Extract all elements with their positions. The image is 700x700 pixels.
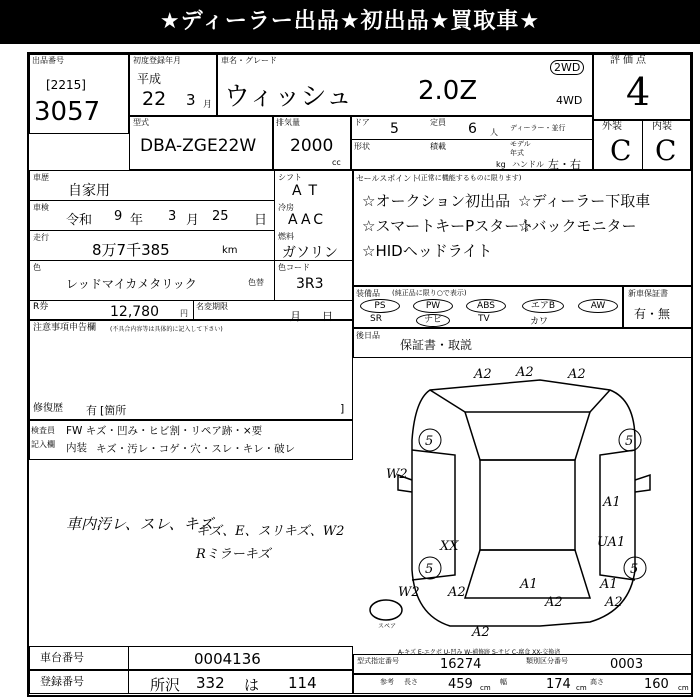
after-label: 後日品 xyxy=(356,331,380,340)
recycle-fee: 12,780 xyxy=(110,304,159,320)
handle-label: ハンドル xyxy=(512,160,544,169)
car-diagram xyxy=(360,360,690,646)
first-reg-month-unit: 月 xyxy=(203,100,213,110)
color-change-label: 色替 xyxy=(248,278,264,287)
car-side-left xyxy=(412,450,455,580)
mark-a2-1: A2 xyxy=(474,367,492,382)
plate-class: 332 xyxy=(196,674,225,692)
drive-2wd: 2WD xyxy=(550,60,584,75)
plate-kana: は xyxy=(244,676,260,694)
designation-value: 16274 xyxy=(440,657,482,672)
equip-ps: PS xyxy=(360,299,400,313)
warranty-options: 有・無 xyxy=(634,307,671,321)
sales-label: セールスポイント xyxy=(356,174,420,183)
inspector-row-2: キズ・汚レ・コゲ・穴・スレ・キレ・破レ xyxy=(96,443,296,455)
person-unit: 人 xyxy=(490,128,498,137)
row-line-2 xyxy=(29,230,274,231)
mark-5-2: 5 xyxy=(625,434,634,449)
equip-airbag: エアB xyxy=(522,299,564,313)
score-label: 評価点 xyxy=(610,55,649,66)
equip-tv: TV xyxy=(478,314,490,324)
mark-5-4: 5 xyxy=(630,562,639,577)
height-label: 高さ xyxy=(590,678,604,686)
car-roof xyxy=(480,460,575,550)
color-code-value: 3R3 xyxy=(296,276,324,292)
inspector-row-1: FW キズ・凹み・ヒビ割・リペア跡・×要 xyxy=(66,425,263,437)
details-col-divider xyxy=(274,170,275,300)
car-mirror-right xyxy=(635,475,650,492)
equipment-label: 装備品 xyxy=(356,289,380,298)
car-name: ウィッシュ xyxy=(224,82,352,112)
designation-label: 型式指定番号 xyxy=(357,657,399,665)
shaken-era: 令和 xyxy=(66,213,93,228)
equip-abs: ABS xyxy=(466,299,506,313)
score-value: 4 xyxy=(626,70,651,114)
mileage-label: 走行 xyxy=(33,233,49,242)
mark-a2-rear-3: A2 xyxy=(605,595,623,610)
sales-item-5: ☆HIDヘッドライト xyxy=(362,242,493,260)
repair-value: 有 xyxy=(86,404,97,417)
row-line-1 xyxy=(29,200,274,201)
model-value: DBA-ZGE22W xyxy=(140,136,257,156)
mark-a2-rear-1: A2 xyxy=(448,585,466,600)
notice-label: 注意事項申告欄 xyxy=(33,323,97,333)
car-side-right xyxy=(600,450,635,580)
exterior-label: 外装 xyxy=(602,121,622,132)
grade-divider xyxy=(642,120,643,170)
first-reg-year: 22 xyxy=(142,88,167,110)
deadline-day-word: 日 xyxy=(322,310,333,323)
kg-unit: kg xyxy=(496,160,506,169)
deadline-month-word: 月 xyxy=(290,310,301,323)
lot-label: 出品番号 xyxy=(32,56,64,65)
doors-label: ドア xyxy=(354,118,370,127)
notice-sub: (不具合内容等は具体的に記入して下さい) xyxy=(110,326,223,333)
length-unit: cm xyxy=(480,684,491,692)
row-line-4 xyxy=(29,300,353,301)
shaken-day-unit: 日 xyxy=(254,213,268,228)
mark-a2-rear-4: A2 xyxy=(472,625,490,640)
mark-w2-left: W2 xyxy=(386,467,408,482)
capacity-value: 6 xyxy=(468,121,477,137)
interior-label: 内装 xyxy=(652,121,672,132)
usage-value: 自家用 xyxy=(68,183,110,199)
displacement-label: 排気量 xyxy=(276,118,300,127)
shift-value: AT xyxy=(292,183,326,199)
yen-unit: 円 xyxy=(180,309,188,318)
capacity-label: 定員 xyxy=(430,118,446,127)
spare-label: スペア xyxy=(378,623,397,630)
equip-navi: ナビ xyxy=(416,314,450,327)
lot-number: 3057 xyxy=(34,97,101,127)
chassis-label: 車台番号 xyxy=(40,651,84,664)
ac-label: 冷房 xyxy=(278,203,294,212)
car-windshield xyxy=(465,412,590,460)
shaken-month: 3 xyxy=(168,209,177,224)
shaken-label: 車検 xyxy=(33,203,49,212)
height-value: 160 xyxy=(644,677,669,692)
notice-block xyxy=(29,320,353,420)
cc-unit: cc xyxy=(332,158,341,167)
mark-a1-rear-1: A1 xyxy=(520,577,538,592)
mark-a2-rear-2: A2 xyxy=(545,595,563,610)
shift-label: シフト xyxy=(278,173,302,182)
comment-line-1: 車内汚レ、スレ、キズ xyxy=(66,515,214,533)
length-value: 459 xyxy=(448,677,473,692)
shaken-year-unit: 年 xyxy=(130,213,144,228)
width-label: 幅 xyxy=(500,678,507,686)
warranty-label: 新車保証書 xyxy=(628,289,668,298)
equip-leather: カワ xyxy=(530,317,549,327)
mark-xx: XX xyxy=(440,539,459,554)
first-reg-label: 初度登録年月 xyxy=(133,56,181,65)
mileage-value: 8万7千385 xyxy=(92,241,170,259)
load-label: 積載 xyxy=(430,142,446,151)
usage-label: 車歴 xyxy=(33,173,49,182)
title-deadline-label: 名変期限 xyxy=(196,302,228,311)
mark-a1-rear-2: A1 xyxy=(600,577,618,592)
doors-value: 5 xyxy=(390,121,399,137)
fuel-value: ガソリン xyxy=(282,245,338,261)
shaken-year: 9 xyxy=(114,209,123,224)
recycle-divider xyxy=(193,300,194,320)
fuel-label: 燃料 xyxy=(278,232,294,241)
repair-place: [箇所 xyxy=(100,404,127,417)
header-banner: ★ディーラー出品★初出品★買取車★ xyxy=(0,0,700,44)
sales-item-3: ☆スマートキーPスタート xyxy=(362,217,535,235)
equipment-sub: (純正品に限り○で表示) xyxy=(392,289,467,297)
comment-line-2: キズ、E、スリキズ、W2 xyxy=(196,524,345,539)
equip-sr: SR xyxy=(370,314,382,324)
mark-5-3: 5 xyxy=(425,562,434,577)
comment-line-3: Rミラーキズ xyxy=(196,547,271,562)
equip-aw: AW xyxy=(578,299,618,313)
ref-label: 参考 xyxy=(380,678,394,686)
lot-code: [2215] xyxy=(46,78,86,92)
height-unit: cm xyxy=(678,684,689,692)
mark-ua1: UA1 xyxy=(597,535,626,550)
handle-options: 左・右 xyxy=(548,158,581,171)
mark-a2-3: A2 xyxy=(568,367,586,382)
length-label: 長さ xyxy=(404,678,418,686)
category-value: 0003 xyxy=(610,657,644,672)
spec-divider xyxy=(351,139,593,140)
plate-label: 登録番号 xyxy=(40,675,84,688)
category-label: 類別区分番号 xyxy=(526,657,568,665)
drive-4wd: 4WD xyxy=(556,94,583,107)
interior-grade: C xyxy=(655,134,677,167)
inspector-label-1: 検査員 xyxy=(31,426,55,435)
km-unit: km xyxy=(222,245,238,256)
mark-a1-right: A1 xyxy=(603,495,621,510)
after-value: 保証書・取説 xyxy=(400,338,473,352)
sales-item-1: ☆オークション初出品 xyxy=(362,192,511,210)
diagram-legend: A-キズ E-エクボ U-凹み W-補修跡 S-サビ C-腐食 XX-交換済 xyxy=(398,649,561,656)
plate-place: 所沢 xyxy=(150,676,181,694)
first-reg-era: 平成 xyxy=(137,72,162,86)
ac-value: AAC xyxy=(288,212,327,228)
repair-label: 修復歴 xyxy=(33,403,63,414)
sales-item-2: ☆ディーラー下取車 xyxy=(518,192,651,210)
sales-sub: (正常に機能するものに限ります) xyxy=(418,174,522,182)
displacement-value: 2000 xyxy=(290,136,334,156)
model-year-label: モデル年式 xyxy=(510,140,531,157)
mark-w2-rear: W2 xyxy=(398,585,420,600)
car-grade: 2.0Z xyxy=(418,76,478,106)
shaken-month-unit: 月 xyxy=(186,213,200,228)
inspector-label-2: 記入欄 xyxy=(31,440,55,449)
plate-number: 114 xyxy=(288,674,317,692)
shaken-day: 25 xyxy=(212,209,229,224)
inspector-row-2-prefix: 内装 xyxy=(66,442,87,454)
chassis-value: 0004136 xyxy=(194,650,261,668)
shape-label: 形状 xyxy=(354,142,370,151)
color-value: レッドマイカメタリック xyxy=(66,277,197,291)
recycle-label: R券 xyxy=(33,302,49,312)
model-label: 型式 xyxy=(133,118,149,127)
equip-pw: PW xyxy=(413,299,453,313)
width-unit: cm xyxy=(576,684,587,692)
exterior-grade: C xyxy=(610,134,632,167)
repair-bracket-close: ] xyxy=(340,402,345,415)
first-reg-month: 3 xyxy=(186,91,196,109)
mark-a2-2: A2 xyxy=(516,365,534,380)
color-code-label: 色コード xyxy=(278,263,310,272)
width-value: 174 xyxy=(546,677,571,692)
spare-tire xyxy=(370,600,402,620)
carname-label: 車名・グレード xyxy=(221,56,277,65)
sales-item-4: ☆バックモニター xyxy=(518,217,637,235)
car-hood xyxy=(430,390,610,412)
mark-5-1: 5 xyxy=(425,434,434,449)
color-label: 色 xyxy=(33,263,41,272)
dealer-label: ディーラー・並行 xyxy=(510,124,566,132)
